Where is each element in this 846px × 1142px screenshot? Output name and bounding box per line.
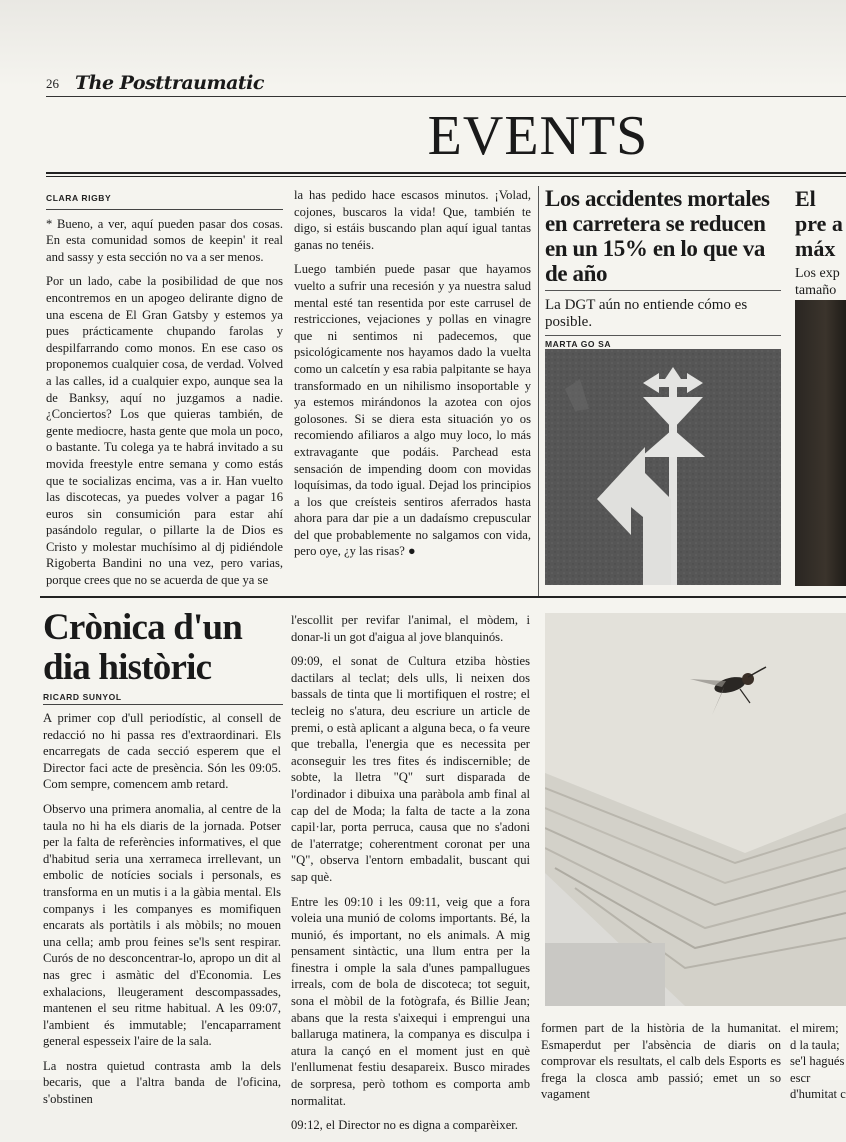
paragraph: Observo una primera anomalia, al centre de la taula no hi ha els diaris de la jornada. Potser per la falta de referències informatives, el que d'habitud seria una xerrameca irrellevant, un embolic de notícies socials i personals, es transforma en un mutis i a la gàbia mental. Els companys i les companyes es momifiquen encarats als portàtils i als mòbils; no mouen una cella; amb prou feines se'ls sent respirar. Curós de no desconcentrar-lo, apropo un dit al nas grec i asmàtic del d'Economia. Les exhalacions, lleugerament descompassades, mantenen el seu ritme habitual. A les 09:07, l'ambient és immutable; l'encaparrament general espesseix l'aire de la sala. [43, 801, 281, 1049]
cronica-column-3 [541, 1020, 781, 1111]
section-rule [46, 172, 846, 174]
cronica-column-1 [43, 710, 281, 1116]
paragraph: la has pedido hace escasos minutos. ¡Volad, cojones, buscaros la vida! Que, también te digo, si estáis buscando plan aquí igual tantas ganas no tenéis. [294, 188, 531, 252]
dark-photo [795, 300, 846, 586]
accidents-dek: La DGT aún no entiende cómo es posible. [545, 297, 748, 330]
byline: CLARA RIGBY [46, 193, 112, 203]
accidents-byline: MARTA GO SA [545, 339, 612, 349]
road-marking-photo [545, 349, 781, 585]
events-column-2 [294, 187, 531, 568]
paper-stack-illustration [545, 613, 846, 1006]
masthead-logo: The Posttraumatic [75, 72, 264, 94]
paragraph: el mirem; d la taula; se'l hagués escr d'humitat c [790, 1021, 846, 1102]
cronica-title: Crònica d'un dia històric [43, 607, 243, 688]
paragraph: l'escollit per revifar l'animal, el mòdem, i donar-li un got d'aigua al jove blanquinós. [291, 613, 530, 644]
paragraph: formen part de la història de la humanitat. Esmaperdut per l'absència de diaris on comprovar els resultats, el calb dels Esports es frega la closca amb passió; emet un so vagament [541, 1021, 781, 1102]
cronica-column-4 [790, 1020, 846, 1111]
cronica-byline: RICARD SUNYOL [43, 692, 122, 702]
events-column-1 [46, 190, 283, 597]
header-rule [46, 96, 846, 97]
accidents-headline: Los accidentes mortales en carretera se reducen en un 15% en lo que va de año [545, 186, 770, 286]
paragraph: La nostra quietud contrasta amb la dels becaris, que a l'altra banda de l'oficina, s'obstinen [43, 1058, 281, 1107]
accidents-article [545, 186, 781, 352]
byline-rule [46, 209, 283, 210]
cut-dek: Los exp tamaño [795, 266, 840, 298]
paragraph: 09:12, el Director no es digna a comparèixer. [291, 1118, 518, 1133]
headline-rule [545, 290, 781, 291]
cronica-column-2 [291, 612, 530, 1142]
cut-headline: El pre a máx [795, 186, 843, 261]
paper-fly-photo [545, 613, 846, 1006]
dek-rule [545, 335, 781, 336]
column-divider [538, 186, 539, 598]
paragraph: A primer cop d'ull periodístic, al consell de redacció no hi passa res d'extraordinari. Els encarregats de cada secció esperem que el Director faci acte de presència. Són les 09:05. Com sempre, comencem amb retard. [43, 711, 281, 792]
paragraph: Por un lado, cabe la posibilidad de que nos encontremos en un apogeo delirante digno de una escena de El Gran Gatsby y estemos ya pues prácticamente chupando farolas y despilfarrando como monos. En ese caso os proponemos cualquier cosa, de verdad. Volved a las calles, id a cualquier expo, aunque sea la de Banksy, aquí no juzgamos a nadie. ¿Conciertos? Los que quieras también, de gente mediocre, hasta gente que mola un poco, o bastante. Tu colega ya te habrá invitado a su movida freestyle entre semana y como estás que te socializas encima, vas a ir. Han vuelto las discotecas, ya puedes volver a pagar 16 euros sin consumición para estar ahí pasándolo regular, o pillarte la de Dios es Cristo y molestar muchísimo al dj pidiéndole Rigoberta Bandini no una vez, pero varias, porque crees que no se acuerda de que ya se [46, 274, 283, 588]
cronica-header [43, 608, 283, 711]
paragraph: Luego también puede pasar que hayamos vuelto a sufrir una recesión y ya nuestra salud mental esté tan resentida por este carrusel de restricciones, vejaciones y pollas en vinagre que ni sentimos ni padecemos, que psicológicamente nos hayamos dado la vuelta como un calcetín y esa rabia palpitante se haya transformado en un nihilismo insoportable y ya estemos mirándonos la azotea con ojos golosones. Si se diera esta situación yo os recomiendo afiliaros a algo muy loco, lo más extravagante que podáis. Parchead esta sensación de impending doom con movidas loquísimas, da todo igual. Dejad los principios a los que creísteis sentiros aferrados hasta ahora para dar pie a un dadaísmo crepuscular del que probablemente no salgamos con vida, pero oye, ¿y las risas? ● [294, 262, 531, 559]
page-number: 26 [46, 76, 59, 91]
section-rule-thin [46, 176, 846, 177]
road-arrow-icon [545, 349, 781, 585]
section-title: EVENTS [427, 105, 649, 167]
paragraph: Entre les 09:10 i les 09:11, veig que a fora voleia una munió de coloms importants. Bé, la munió, és important, no els animals. A mig pensament sintàctic, una llum entra per la finestra i omple la sala d'unes pampallugues irreals, com de bola de discoteca; tot seguit, sona el mòbil de la fotògrafa, és Billie Jean; abans que la resta s'aixequi i emprengui una ballaruga matinera, la companya es disculpa i atura la cançó en el moment just en què l'enllumenat festiu desapareix. Busco mirades de sorpresa, però tothom es comporta amb normalitat. [291, 894, 530, 1108]
paragraph: 09:09, el sonat de Cultura etziba hòsties dactilars al teclat; dels ulls, li neixen dos bassals de tinta que li mortifiquen el rostre; el tecleig no s'atura, deu escriure un article de premi, o està aplicant a alguna beca, o fa veure que treballa, l'energia que es necessita per aconseguir les tres fites és indiscernible; de sobte, la lletra "Q" surt disparada de l'ordinador i dibuixa una paràbola amb final al cap del de Moda; la falta de tacte a la zona capil·lar, porta perruca, causa que no s'adoni de l'aterratge; coherentment coronat per una "Q", observa l'entorn embadalit, buscant qui sap què. [291, 654, 530, 884]
paragraph: * Bueno, a ver, aquí pueden pasar dos cosas. En esta comunidad somos de keepin' it real and sassy y esta sección no va a ser menos. [46, 216, 283, 264]
cut-article [795, 186, 846, 314]
byline-rule [43, 704, 283, 705]
section-divider [40, 596, 846, 598]
